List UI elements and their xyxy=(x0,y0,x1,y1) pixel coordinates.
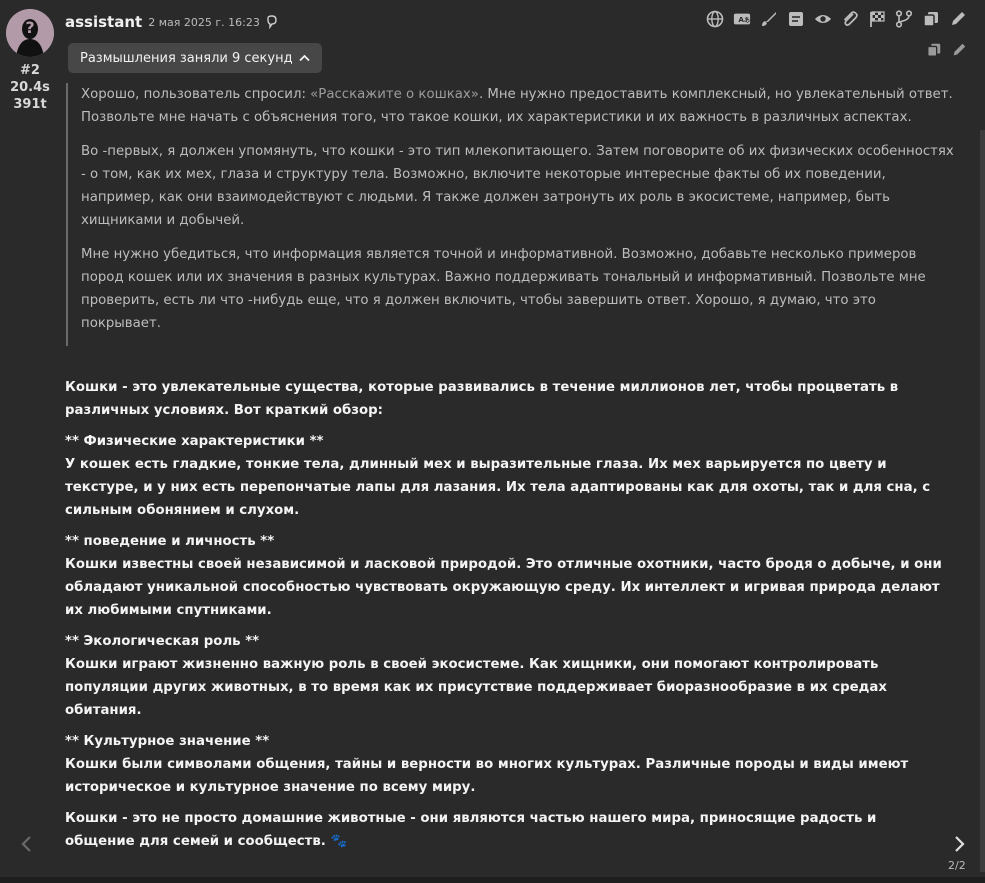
svg-text:?: ? xyxy=(25,18,35,37)
thinking-paragraph xyxy=(81,83,955,129)
chevron-up-icon xyxy=(299,54,310,62)
thinking-text: . Мне нужно предоставить комплексный, но увлекательный ответ. Позвольте мне начать с объяснения того, что такое кошки, их характеристики и их важность в различных аспектах. xyxy=(81,87,953,125)
section-text: Кошки известны своей независимой и ласковой природой. Это отличные охотники, часто бродя о добыче, и они обладают уникальной способностью чувствовать окружающую среду. Их интеллект и игривая природа делают их любимыми спутниками. xyxy=(65,557,942,618)
answer-body xyxy=(65,376,943,861)
section-text: У кошек есть гладкие, тонкие тела, длинный мех и выразительные глаза. Их мех варьируется по цвету и текстуре, и у них есть перепончатые лапы для лазания. Их тела адаптированы как для охоты, так и для сна, с сильным обонянием и слухом. xyxy=(65,457,931,518)
thinking-paragraph: Во -первых, я должен упомянуть, что кошки - это тип млекопитающего. Затем поговорите об их физических особенностях - о том, как их мех, глаза и структуру тела. Возможно, включите некоторые интересные факты об их поведении, например, как они взаимодействуют с людьми. Я также должен затронуть их роль в экосистеме, например, быть хищниками и добычей. xyxy=(81,144,954,228)
scrollbar[interactable] xyxy=(980,130,985,872)
previous-swipe-button[interactable] xyxy=(18,834,36,854)
thinking-toggle-button[interactable] xyxy=(68,43,322,73)
section-text: Кошки были символами общения, тайны и верности во многих культурах. Различные породы и виды имеют историческое и культурное значение по всему миру. xyxy=(65,757,909,795)
message-meta xyxy=(6,62,54,113)
thinking-toggle-label: Размышления заняли 9 секунд xyxy=(80,50,293,66)
next-swipe-button[interactable] xyxy=(950,834,968,854)
generation-time: 20.4s xyxy=(10,80,50,95)
message-index: #2 xyxy=(20,63,40,78)
svg-text:A: A xyxy=(738,15,744,25)
answer-section xyxy=(65,630,943,722)
thinking-paragraph: Мне нужно убедиться, что информация является точной и информативной. Возможно, добавьте несколько примеров пород кошек или их значения в разных культурах. Важно поддерживать тональный и информативный. Позвольте мне проверить, есть ли что -нибудь еще, что я должен включить, чтобы завершить ответ. Хорошо, я думаю, что это покрывает. xyxy=(81,247,926,331)
svg-text:あ: あ xyxy=(743,17,751,25)
paperclip-icon[interactable] xyxy=(841,10,859,28)
brush-icon[interactable] xyxy=(760,10,778,28)
pencil-icon[interactable] xyxy=(951,42,967,58)
section-title: ** Экологическая роль ** xyxy=(65,634,260,649)
copy-icon[interactable] xyxy=(922,10,940,28)
paw-prints-icon: 🐾 xyxy=(330,834,348,849)
pencil-icon[interactable] xyxy=(949,10,967,28)
outro-text: Кошки - это не просто домашние животные - они являются частью нашего мира, приносящие радость и общение для семей и сообществ. xyxy=(65,811,877,849)
checkered-flag-icon[interactable] xyxy=(868,10,886,28)
answer-section xyxy=(65,430,943,522)
section-title: ** Культурное значение ** xyxy=(65,734,270,749)
copy-icon[interactable] xyxy=(926,42,942,58)
globe-icon[interactable] xyxy=(706,10,724,28)
translate-icon[interactable] xyxy=(733,10,751,28)
section-title: ** поведение и личность ** xyxy=(65,534,275,549)
avatar-silhouette-icon xyxy=(6,9,54,57)
section-text: Кошки играют жизненно важную роль в своей экосистеме. Как хищники, они помогают контролировать популяции других животных, в то время как их присутствие поддерживает биоразнообразие в их средах обитания. xyxy=(65,657,887,718)
chat-bubble-icon[interactable] xyxy=(266,15,278,29)
branch-icon[interactable] xyxy=(895,10,913,28)
answer-section xyxy=(65,530,943,622)
thinking-text: Хорошо, пользователь спросил: xyxy=(81,87,311,102)
eye-icon[interactable] xyxy=(814,10,832,28)
answer-section xyxy=(65,730,943,799)
message-toolbar xyxy=(706,10,967,28)
swipe-counter: 2/2 xyxy=(948,859,966,872)
answer-intro: Кошки - это увлекательные существа, которые развивались в течение миллионов лет, чтобы процветать в различных условиях. Вот краткий обзор: xyxy=(65,380,899,418)
section-title: ** Физические характеристики ** xyxy=(65,434,324,449)
message-header xyxy=(65,12,278,32)
bottom-divider xyxy=(0,877,985,883)
answer-outro xyxy=(65,807,943,853)
user-query-quote: «Расскажите о кошках» xyxy=(310,87,479,102)
notes-icon[interactable] xyxy=(787,10,805,28)
thinking-block xyxy=(66,83,955,346)
message-date: 2 мая 2025 г. 16:23 xyxy=(148,15,260,29)
avatar[interactable] xyxy=(6,9,54,57)
token-count: 391t xyxy=(13,97,47,112)
author-name: assistant xyxy=(65,13,143,31)
message-toolbar-secondary xyxy=(926,42,967,58)
